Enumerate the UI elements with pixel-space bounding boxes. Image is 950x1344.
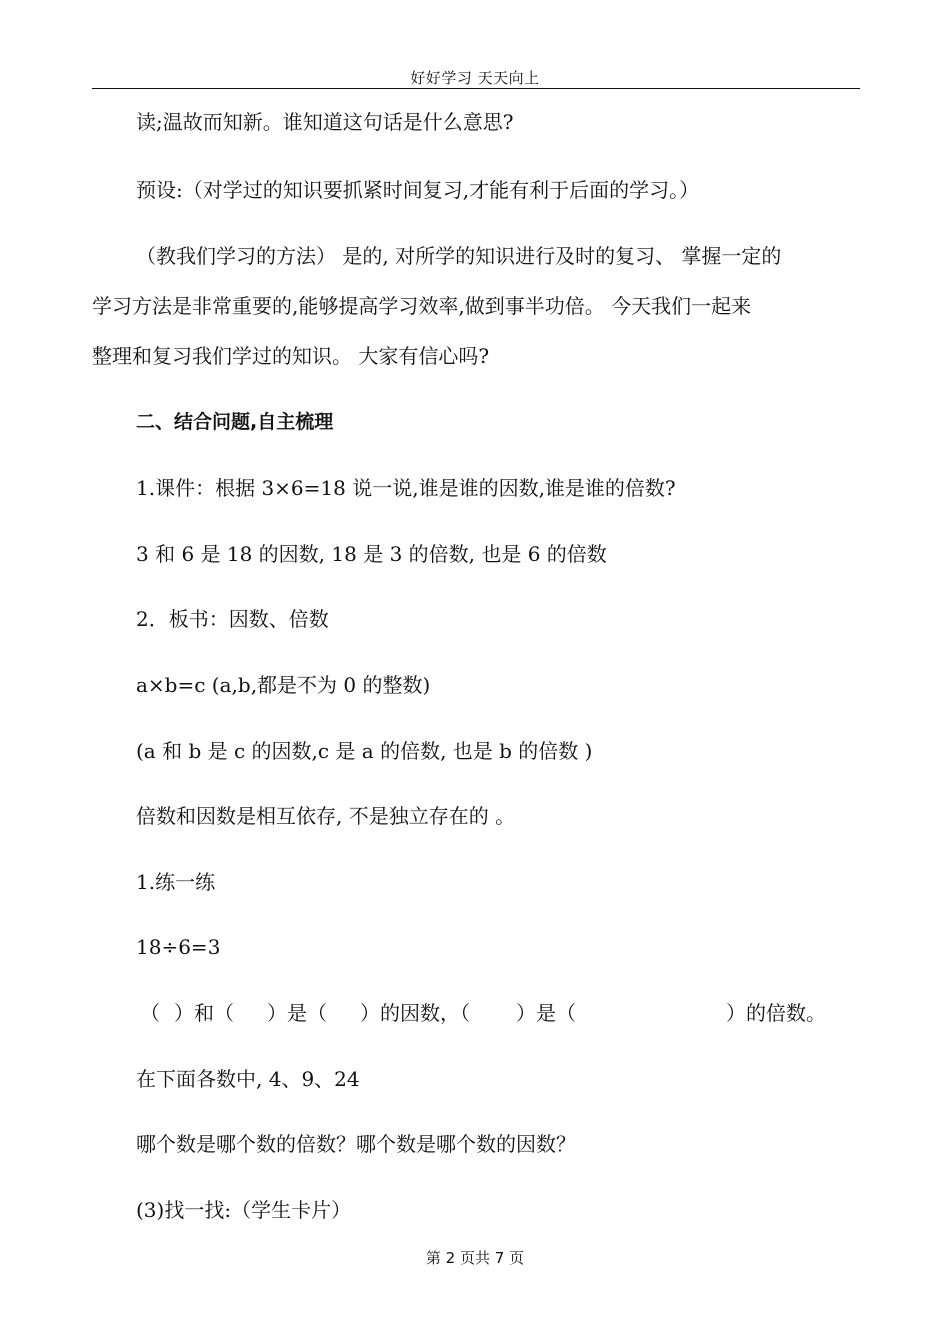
item-board-writing: 2．板书：因数、倍数 bbox=[136, 607, 329, 631]
blank-and: ）和（ bbox=[174, 1001, 234, 1025]
blank-open-1: （ bbox=[140, 1001, 160, 1025]
item-courseware: 1.课件：根据 3×6=18 说一说,谁是谁的因数,谁是谁的倍数? bbox=[136, 476, 676, 500]
numbers-line: 在下面各数中, 4、9、24 bbox=[136, 1067, 360, 1091]
formula-note: (a 和 b 是 c 的因数,c 是 a 的倍数, 也是 b 的倍数 ) bbox=[136, 739, 593, 763]
page-header: 好好学习 天天向上 bbox=[410, 69, 540, 87]
page-footer: 第 2 页共 7 页 bbox=[425, 1249, 525, 1267]
question-line: 哪个数是哪个数的倍数？哪个数是哪个数的因数？ bbox=[136, 1132, 576, 1156]
blank-is-1: ）是（ bbox=[267, 1001, 327, 1025]
paragraph-method-line1: （教我们学习的方法） 是的, 对所学的知识进行及时的复习、 掌握一定的 bbox=[136, 244, 782, 268]
section-heading: 二、结合问题,自主梳理 bbox=[136, 411, 334, 433]
item-courseware-answer: 3 和 6 是 18 的因数, 18 是 3 的倍数, 也是 6 的倍数 bbox=[136, 542, 607, 566]
blank-is-2: ）是（ bbox=[516, 1001, 576, 1025]
find-line: (3)找一找:（学生卡片） bbox=[136, 1198, 352, 1222]
blank-multiple: ）的倍数。 bbox=[726, 1001, 826, 1025]
relation-statement: 倍数和因数是相互依存, 不是独立存在的 。 bbox=[136, 804, 516, 828]
header-rule bbox=[92, 88, 860, 89]
paragraph-preset: 预设:（对学过的知识要抓紧时间复习,才能有利于后面的学习。） bbox=[136, 178, 700, 202]
blank-factor: ）的因数，（ bbox=[360, 1001, 470, 1025]
practice-title: 1.练一练 bbox=[136, 870, 216, 894]
formula: a×b=c (a,b,都是不为 0 的整数) bbox=[136, 673, 431, 697]
practice-equation: 18÷6=3 bbox=[136, 935, 221, 959]
paragraph-method-line2: 学习方法是非常重要的,能够提高学习效率,做到事半功倍。 今天我们一起来 bbox=[92, 294, 752, 318]
paragraph-review-quote: 读;温故而知新。谁知道这句话是什么意思? bbox=[136, 110, 514, 134]
paragraph-method-line3: 整理和复习我们学过的知识。 大家有信心吗? bbox=[92, 344, 490, 368]
